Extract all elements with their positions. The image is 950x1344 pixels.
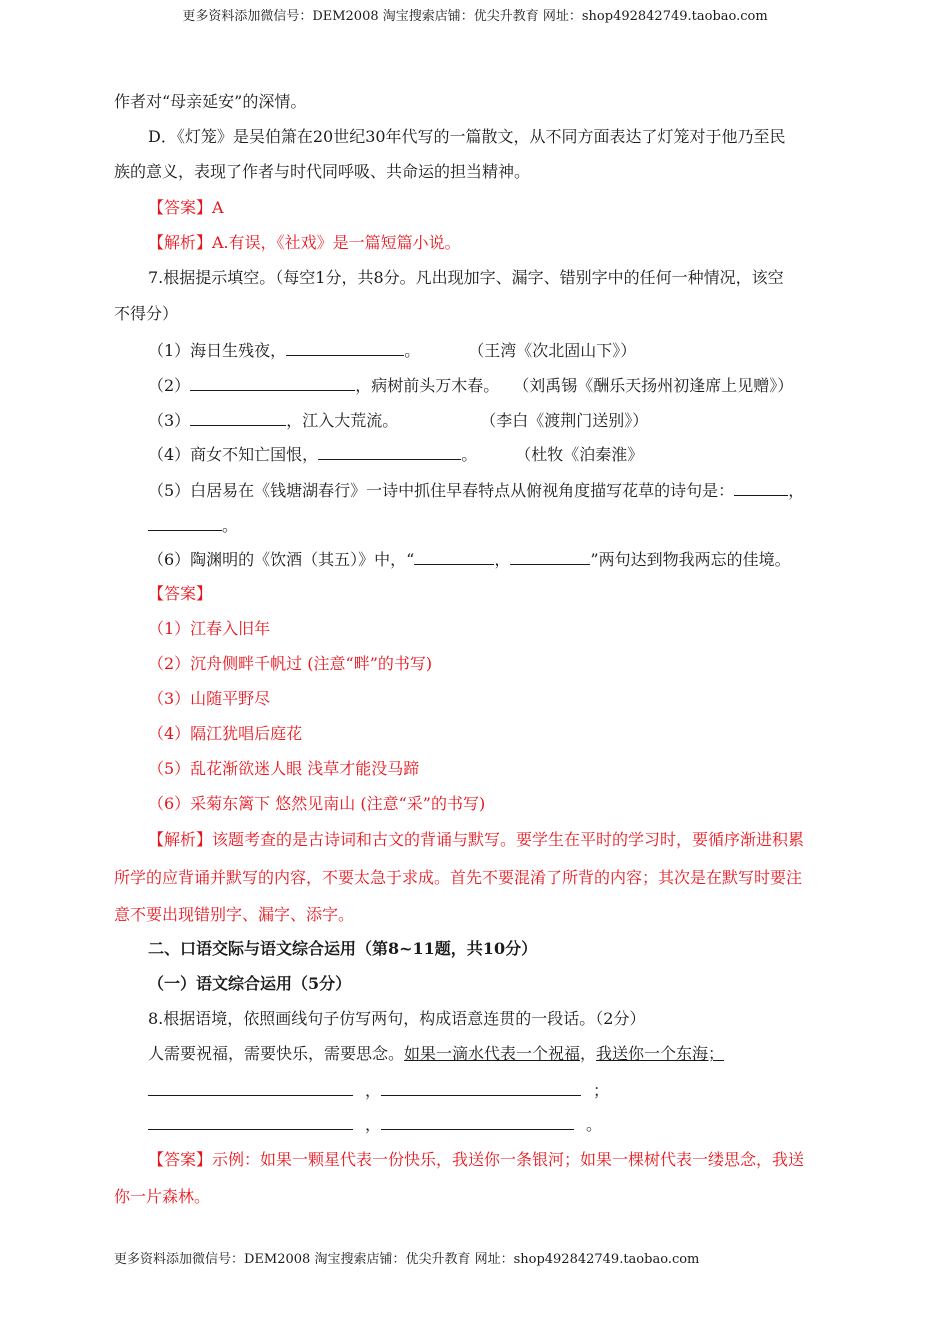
q7-item-2-text: ，病树前头万木春。 [355,376,500,395]
q7-answer-1: （1）江春入旧年 [148,619,271,638]
q8-stem: 8.根据语境，依照画线句子仿写两句，构成语意连贯的一段话。（2分） [148,1009,646,1028]
fill-blank[interactable] [148,1080,353,1096]
q7-item-6-text: （6）陶渊明的《饮酒（其五）》中，“ [148,550,415,569]
q7-item-5-text: （5）白居易在《钱塘湖春行》一诗中抓住早春特点从俯视角度描写花草的诗句是： [148,481,735,500]
q6-option-d-line2: 族的意义，表现了作者与时代同呼吸、共命运的担当精神。 [114,162,531,181]
q7-stem-line1: 7.根据提示填空。（每空1分，共8分。凡出现加字、漏字、错别字中的任何一种情况，该空 [148,268,784,287]
fill-blank[interactable] [381,1114,574,1130]
q8-context-plain: 人需要祝福，需要快乐，需要思念。 [148,1044,405,1063]
fill-blank[interactable] [414,549,494,565]
fill-blank[interactable] [190,375,355,391]
q7-item-5-line1 [148,480,804,501]
q7-answer-6: （6）采菊东篱下 悠然见南山 (注意“采”的书写) [148,794,486,813]
fill-blank[interactable] [190,410,286,426]
q7-item-5-end: 。 [222,516,239,535]
q8-row1-end: ； [593,1081,610,1100]
q7-item-4-text: （4）商女不知亡国恨， [148,445,319,464]
q8-answer-row-1 [148,1080,609,1101]
q8-underlined-2: 我送你一个东海； [596,1044,725,1063]
q7-item-4-source: （杜牧《泊秦淮》 [515,445,644,464]
q7-item-4-punct: 。 [461,445,478,464]
q7-item-5-comma: ， [788,481,805,500]
fill-blank[interactable] [148,1114,353,1130]
q7-item-6 [148,549,791,570]
q7-answer-4: （4）隔江犹唱后庭花 [148,724,303,743]
fill-blank[interactable] [734,480,788,496]
q7-item-6-comma: ， [494,550,511,569]
q7-item-3-label: （3） [148,411,191,430]
q7-item-3-text: ，江入大荒流。 [286,411,399,430]
q6-answer: 【答案】A [148,198,224,217]
q8-row2-separator: ， [365,1115,382,1134]
q6-continuation: 作者对“母亲延安”的深情。 [114,92,307,111]
q7-answer-5: （5）乱花渐欲迷人眼 浅草才能没马蹄 [148,759,420,778]
q8-row1-separator: ， [365,1081,382,1100]
q7-item-3 [148,410,648,431]
q7-item-5-line2 [148,515,238,536]
page-header: 更多资料添加微信号：DEM2008 淘宝搜索店铺：优尖升教育 网址：shop492842749.taobao.com [182,9,768,24]
page-footer: 更多资料添加微信号：DEM2008 淘宝搜索店铺：优尖升教育 网址：shop492842749.taobao.com [114,1252,700,1267]
q8-context [148,1044,724,1064]
q7-analysis-line2: 所学的应背诵并默写的内容，不要太急于求成。首先不要混淆了所背的内容；其次是在默写时要注 [114,868,803,887]
q8-context-comma: ， [580,1044,597,1063]
section-title: 二、口语交际与语文综合运用（第8~11题，共10分） [148,939,538,958]
q8-row2-end: 。 [586,1115,603,1134]
subsection-title: （一）语文综合运用（5分） [148,974,352,993]
q7-item-1-source: （王湾《次北固山下》） [468,341,637,360]
fill-blank[interactable] [381,1080,581,1096]
q7-item-4 [148,444,643,465]
q7-item-2-label: （2） [148,376,191,395]
q8-underlined-1: 如果一滴水代表一个祝福 [404,1044,581,1063]
q7-item-3-source: （李白《渡荆门送别》） [480,411,649,430]
q6-analysis: 【解析】A.有误，《社戏》是一篇短篇小说。 [148,233,461,252]
fill-blank[interactable] [286,340,404,356]
q7-item-2-source: （刘禹锡《酬乐天扬州初逢席上见赠》） [513,376,794,395]
q7-item-1-text: （1）海日生残夜， [148,341,287,360]
q7-stem-line2: 不得分） [114,304,179,323]
q7-analysis-line3: 意不要出现错别字、漏字、添字。 [114,905,355,924]
q7-item-1-punct: 。 [404,341,421,360]
q7-item-2 [148,375,793,396]
q7-answer-label: 【答案】 [148,584,213,603]
q7-item-1 [148,340,636,361]
fill-blank[interactable] [318,444,461,460]
q7-item-6-end: ”两句达到物我两忘的佳境。 [590,550,791,569]
q8-answer-line2: 你一片森林。 [114,1187,211,1206]
q7-answer-2: （2）沉舟侧畔千帆过 (注意“畔”的书写) [148,654,433,673]
q8-answer-line1: 【答案】示例：如果一颗星代表一份快乐，我送你一条银河；如果一棵树代表一缕思念，我送 [148,1150,805,1169]
fill-blank[interactable] [148,515,222,531]
q6-option-d-line1: D．《灯笼》是吴伯箫在20世纪30年代写的一篇散文，从不同方面表达了灯笼对于他乃至民 [148,127,786,146]
q7-answer-3: （3）山随平野尽 [148,689,271,708]
q7-analysis-line1: 【解析】该题考查的是古诗词和古文的背诵与默写。要学生在平时的学习时，要循序渐进积累 [148,830,805,849]
q8-answer-row-2 [148,1114,602,1135]
fill-blank[interactable] [510,549,590,565]
